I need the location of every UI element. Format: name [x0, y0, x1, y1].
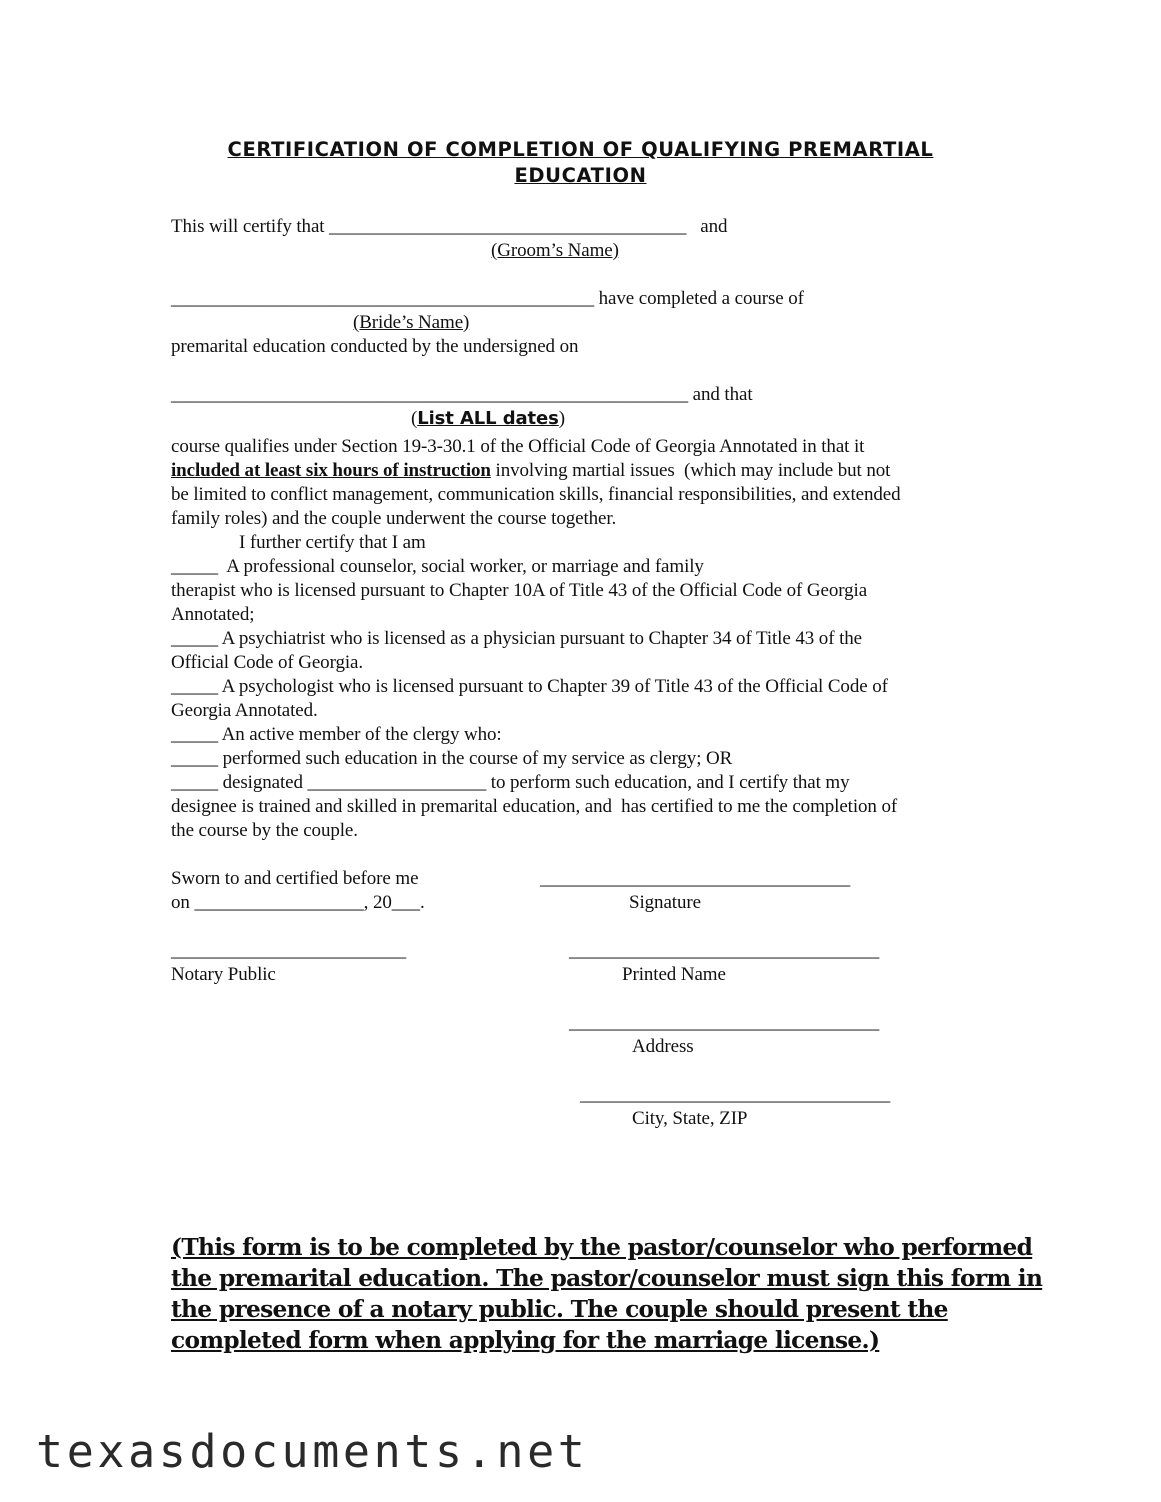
- six-hours-line: included at least six hours of instruction involving martial issues (which may include but not: [171, 460, 891, 481]
- clergy-performed-option: _____ performed such education in the course of my service as clergy; OR: [171, 748, 733, 769]
- instructions-note-line-2: the premarital education. The pastor/counselor must sign this form in: [171, 1265, 1043, 1292]
- counselor-option-end: Annotated;: [171, 604, 255, 625]
- qualifies-section-line: course qualifies under Section 19-3-30.1 of the Official Code of Georgia Annotated in that it: [171, 436, 865, 457]
- address-blank: _________________________________: [569, 1012, 880, 1033]
- designee-line-end: the course by the couple.: [171, 820, 358, 841]
- instructions-note-line-3: the presence of a notary public. The couple should present the: [171, 1296, 948, 1323]
- instructions-note-line-1: (This form is to be completed by the pastor/counselor who performed: [171, 1234, 1033, 1261]
- printed-name-blank: _________________________________: [569, 940, 880, 961]
- signature-blank: _________________________________: [540, 868, 851, 889]
- psychologist-option-end: Georgia Annotated.: [171, 700, 318, 721]
- notary-public-label: Notary Public: [171, 964, 276, 985]
- site-watermark: texasdocuments.net: [36, 1425, 589, 1478]
- document-title-line-1: CERTIFICATION OF COMPLETION OF QUALIFYING PREMARTIAL: [227, 138, 934, 161]
- list-dates-label: (List ALL dates): [411, 408, 565, 429]
- bride-name-label: (Bride’s Name): [353, 312, 470, 333]
- address-label: Address: [632, 1036, 694, 1057]
- conducted-on-line: premarital education conducted by the undersigned on: [171, 336, 579, 357]
- printed-name-label: Printed Name: [622, 964, 726, 985]
- document-title-line-2: EDUCATION: [514, 164, 647, 187]
- notary-blank: _________________________: [171, 940, 407, 961]
- designee-line: designee is trained and skilled in premarital education, and has certified to me the completion of: [171, 796, 898, 817]
- dates-blank-line: _______________________________________________________ and that: [171, 384, 753, 405]
- topics-line: be limited to conflict management, communication skills, financial responsibilities, and extended: [171, 484, 901, 505]
- counselor-option: _____ A professional counselor, social worker, or marriage and family: [171, 556, 704, 577]
- counselor-option-cont: therapist who is licensed pursuant to Chapter 10A of Title 43 of the Official Code of Georgia: [171, 580, 868, 601]
- groom-name-label: (Groom’s Name): [491, 240, 619, 261]
- psychologist-option: _____ A psychologist who is licensed pursuant to Chapter 39 of Title 43 of the Official Code of: [171, 676, 888, 697]
- family-roles-line: family roles) and the couple underwent the course together.: [171, 508, 617, 529]
- sworn-date-line: on __________________, 20___.: [171, 892, 425, 913]
- sworn-line: Sworn to and certified before me: [171, 868, 419, 889]
- signature-label: Signature: [629, 892, 701, 913]
- psychiatrist-option-end: Official Code of Georgia.: [171, 652, 364, 673]
- certify-bride-line: _____________________________________________ have completed a course of: [171, 288, 804, 309]
- certify-groom-line: This will certify that ______________________________________ and: [171, 216, 728, 237]
- clergy-option: _____ An active member of the clergy who:: [171, 724, 502, 745]
- further-certify-line: I further certify that I am: [239, 532, 426, 553]
- city-state-zip-blank: _________________________________: [580, 1084, 891, 1105]
- psychiatrist-option: _____ A psychiatrist who is licensed as a physician pursuant to Chapter 34 of Title 43 of the: [171, 628, 862, 649]
- city-state-zip-label: City, State, ZIP: [632, 1108, 748, 1129]
- clergy-designated-option: _____ designated ___________________ to perform such education, and I certify that my: [171, 772, 850, 793]
- instructions-note-line-4: completed form when applying for the marriage license.): [171, 1327, 880, 1354]
